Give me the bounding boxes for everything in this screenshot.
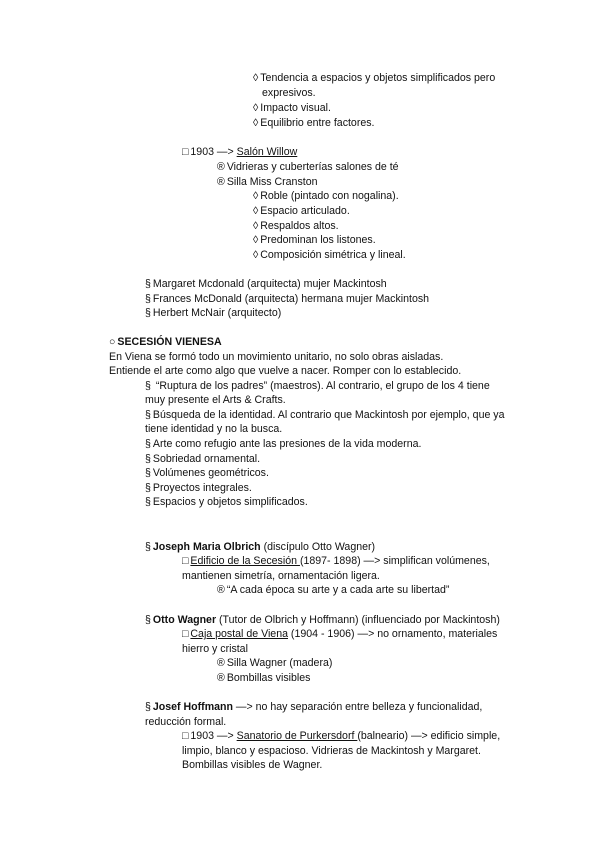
person-name: Otto Wagner	[152, 614, 217, 626]
list-item-continuation: reducción formal.	[145, 716, 227, 728]
work-title: Salón Willow	[236, 146, 298, 158]
circle-r-bullet-icon: ®	[217, 161, 225, 173]
list-item: ◊ Tendencia a espacios y objetos simplificados pero	[253, 72, 496, 84]
list-item: □ 1903 —> Salón Willow	[182, 146, 298, 158]
list-item-continuation: muy presente el Arts & Crafts.	[145, 394, 286, 406]
list-item-continuation: hierro y cristal	[182, 643, 248, 655]
diamond-icon: ◊	[253, 102, 259, 114]
diamond-icon: ◊	[253, 117, 259, 129]
list-item-continuation: expresivos.	[262, 87, 316, 99]
list-item: ◊ Roble (pintado con nogalina).	[253, 190, 399, 202]
section-sign-icon: §	[145, 541, 151, 553]
diamond-icon: ◊	[253, 190, 259, 202]
list-item: ® Vidrieras y cuberterías salones de té	[217, 161, 399, 173]
section-sign-icon: §	[145, 701, 151, 713]
circle-r-bullet-icon: ®	[217, 657, 225, 669]
section-sign-icon: §	[145, 380, 151, 392]
list-item: § Frances McDonald (arquitecta) hermana mujer Mackintosh	[145, 293, 430, 305]
square-bullet-icon: □	[182, 146, 189, 158]
section-sign-icon: §	[145, 438, 151, 450]
section-sign-icon: §	[145, 409, 151, 421]
list-item-continuation: mantienen simetría, ornamentación ligera.	[182, 570, 380, 582]
list-item: ◊ Espacio articulado.	[253, 205, 350, 217]
section-sign-icon: §	[145, 496, 151, 508]
diamond-icon: ◊	[253, 205, 259, 217]
list-item: § Proyectos integrales.	[145, 482, 252, 494]
list-item: □ Caja postal de Viena (1904 - 1906) —> no ornamento, materiales	[182, 628, 498, 640]
list-item: ® Silla Miss Cranston	[217, 176, 318, 188]
list-item-continuation: Bombillas visibles de Wagner.	[182, 759, 323, 771]
list-item: □ Edificio de la Secesión (1897- 1898) —> simplifican volúmenes,	[182, 555, 490, 567]
list-item: ◊ Predominan los listones.	[253, 234, 376, 246]
work-title: Sanatorio de Purkersdorf	[236, 730, 358, 742]
list-item: § Espacios y objetos simplificados.	[145, 496, 308, 508]
list-item: § Otto Wagner (Tutor de Olbrich y Hoffmann) (influenciado por Mackintosh)	[145, 614, 500, 626]
circle-bullet-icon: ○	[109, 336, 116, 348]
list-item: § Margaret Mcdonald (arquitecta) mujer Mackintosh	[145, 278, 387, 290]
diamond-icon: ◊	[253, 72, 259, 84]
circle-r-bullet-icon: ®	[217, 176, 225, 188]
list-item: § “Ruptura de los padres” (maestros). Al contrario, el grupo de los 4 tiene	[145, 380, 490, 392]
person-name: Josef Hoffmann	[152, 701, 233, 713]
list-item: ◊ Composición simétrica y lineal.	[253, 249, 406, 261]
paragraph-line: Entiende el arte como algo que vuelve a nacer. Romper con lo establecido.	[109, 365, 462, 377]
list-item: § Josef Hoffmann —> no hay separación entre belleza y funcionalidad,	[145, 701, 483, 713]
list-item: § Herbert McNair (arquitecto)	[145, 307, 282, 319]
square-bullet-icon: □	[182, 628, 189, 640]
list-item: § Sobriedad ornamental.	[145, 453, 261, 465]
list-item: § Joseph Maria Olbrich (discípulo Otto Wagner)	[145, 541, 376, 553]
list-item: ◊ Respaldos altos.	[253, 220, 339, 232]
list-item-continuation: limpio, blanco y espacioso. Vidrieras de Mackintosh y Margaret.	[182, 745, 481, 757]
list-item: § Búsqueda de la identidad. Al contrario que Mackintosh por ejemplo, que ya	[145, 409, 505, 421]
square-bullet-icon: □	[182, 555, 189, 567]
list-item: § Volúmenes geométricos.	[145, 467, 269, 479]
list-item: ◊ Impacto visual.	[253, 102, 331, 114]
section-sign-icon: §	[145, 482, 151, 494]
list-item: ® Bombillas visibles	[217, 672, 311, 684]
circle-r-bullet-icon: ®	[217, 584, 225, 596]
work-title: Caja postal de Viena	[190, 628, 288, 640]
list-item-continuation: tiene identidad y no la busca.	[145, 423, 283, 435]
paragraph-line: En Viena se formó todo un movimiento unitario, no solo obras aisladas.	[109, 351, 444, 363]
list-item: ® Silla Wagner (madera)	[217, 657, 333, 669]
person-name: Joseph Maria Olbrich	[152, 541, 261, 553]
diamond-icon: ◊	[253, 249, 259, 261]
diamond-icon: ◊	[253, 220, 259, 232]
section-sign-icon: §	[145, 293, 151, 305]
work-title: Edificio de la Secesión	[190, 555, 300, 567]
list-item: ® “A cada época su arte y a cada arte su libertad”	[217, 584, 450, 596]
square-bullet-icon: □	[182, 730, 189, 742]
diamond-icon: ◊	[253, 234, 259, 246]
section-sign-icon: §	[145, 307, 151, 319]
list-item: □ 1903 —> Sanatorio de Purkersdorf (balneario) —> edificio simple,	[182, 730, 501, 742]
list-item: § Arte como refugio ante las presiones de la vida moderna.	[145, 438, 422, 450]
section-heading: ○ SECESIÓN VIENESA	[109, 336, 222, 348]
section-sign-icon: §	[145, 614, 151, 626]
section-sign-icon: §	[145, 453, 151, 465]
section-sign-icon: §	[145, 467, 151, 479]
circle-r-bullet-icon: ®	[217, 672, 225, 684]
list-item: ◊ Equilibrio entre factores.	[253, 117, 375, 129]
section-sign-icon: §	[145, 278, 151, 290]
